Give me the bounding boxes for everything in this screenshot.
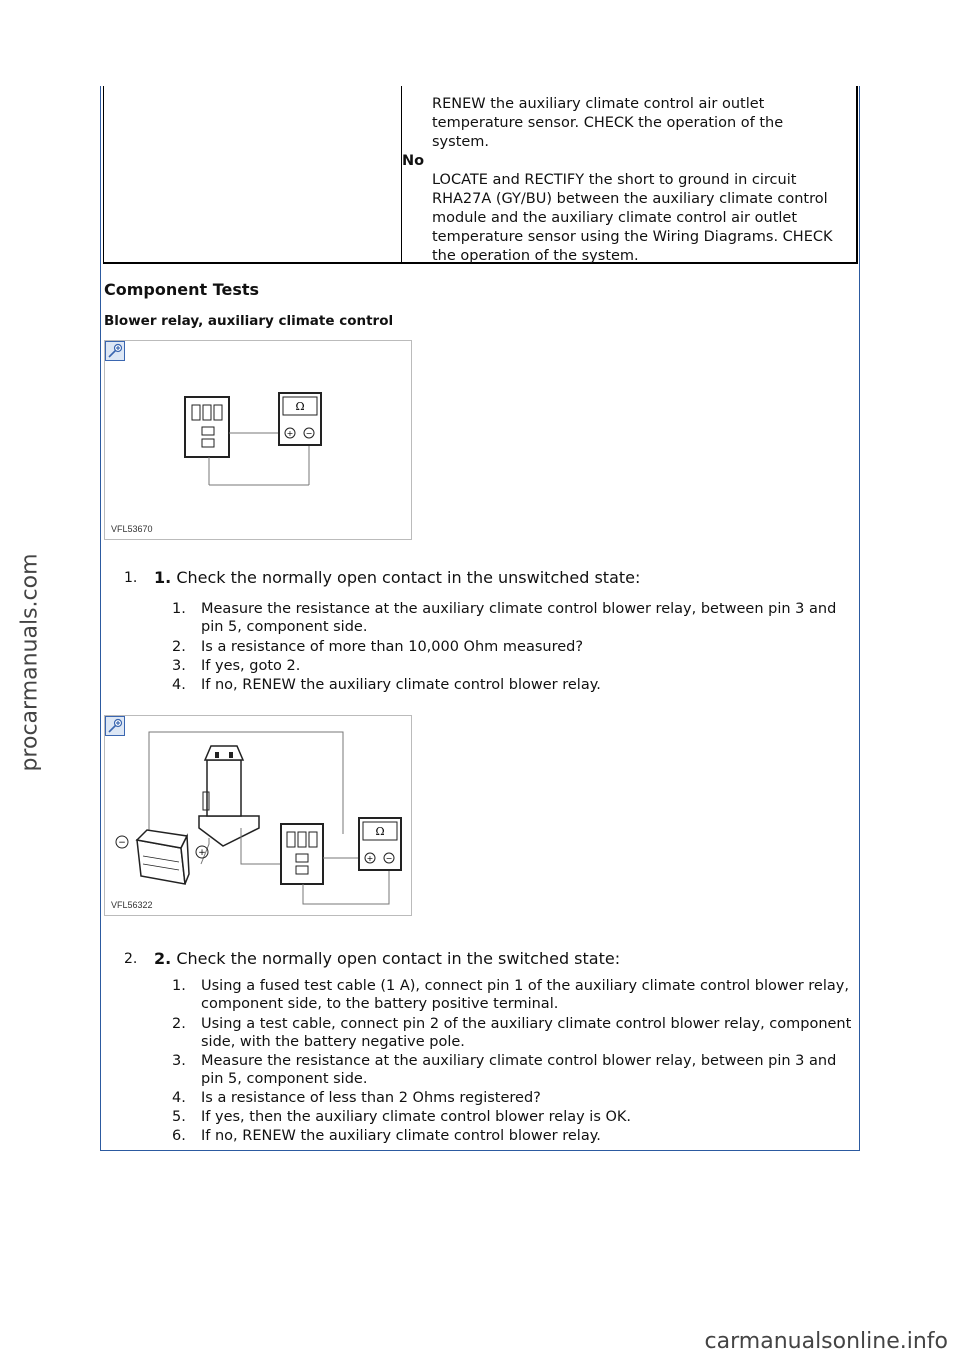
figure-1 [104,340,412,540]
section-subtitle: Blower relay, auxiliary climate control [104,313,394,329]
step-title: 2. Check the normally open contact in the switched state: [154,949,621,968]
battery-minus: − [118,838,126,848]
section-title: Component Tests [104,280,260,299]
figure-label: VFL53670 [111,524,153,534]
no-action-text: LOCATE and RECTIFY the short to ground in circuit RHA27A (GY/BU) between the auxiliary climate control module and the auxiliary climate control air outlet temperature sensor using the Wiring Diagrams. CHECK the operation of the system. [432,172,833,264]
bottom-watermark: carmanualsonline.info [704,1329,948,1354]
minus-terminal: − [385,854,393,863]
list-item: 1. Using a fused test cable (1 A), connect pin 1 of the auxiliary climate control blower relay, component side, to the battery positive terminal. [172,978,849,1012]
list-item: 6. If no, RENEW the auxiliary climate control blower relay. [172,1128,601,1144]
ohm-symbol: Ω [375,825,385,838]
step-number: 2. [124,951,138,967]
figure-label: VFL56322 [111,900,153,910]
yes-action-text: RENEW the auxiliary climate control air outlet temperature sensor. CHECK the operation of the system. [432,96,784,150]
minus-terminal: − [305,429,313,438]
ohm-symbol: Ω [295,400,305,413]
battery-plus: + [198,848,206,858]
table-divider [401,86,402,262]
list-item: 1. Measure the resistance at the auxiliary climate control blower relay, between pin 3 and pin 5, component side. [172,601,837,635]
relay-test-diagram-2 [105,716,411,915]
list-item: 5. If yes, then the auxiliary climate control blower relay is OK. [172,1109,632,1125]
plus-terminal: + [366,854,374,863]
step-title: 1. Check the normally open contact in the unswitched state: [154,568,641,587]
plus-terminal: + [286,429,294,438]
list-item: 4. If no, RENEW the auxiliary climate control blower relay. [172,677,601,693]
list-item: 3. If yes, goto 2. [172,658,301,674]
relay-test-diagram-1 [105,341,411,539]
list-item: 2. Using a test cable, connect pin 2 of the auxiliary climate control blower relay, component side, with the battery negative pole. [172,1016,852,1050]
step-number: 1. [124,570,138,586]
list-item: 3. Measure the resistance at the auxiliary climate control blower relay, between pin 3 and pin 5, component side. [172,1053,837,1087]
list-item: 2. Is a resistance of more than 10,000 Ohm measured? [172,639,584,655]
side-watermark: procarmanuals.com [17,553,43,772]
no-label: No [402,153,425,169]
list-item: 4. Is a resistance of less than 2 Ohms registered? [172,1090,541,1106]
figure-2 [104,715,412,916]
